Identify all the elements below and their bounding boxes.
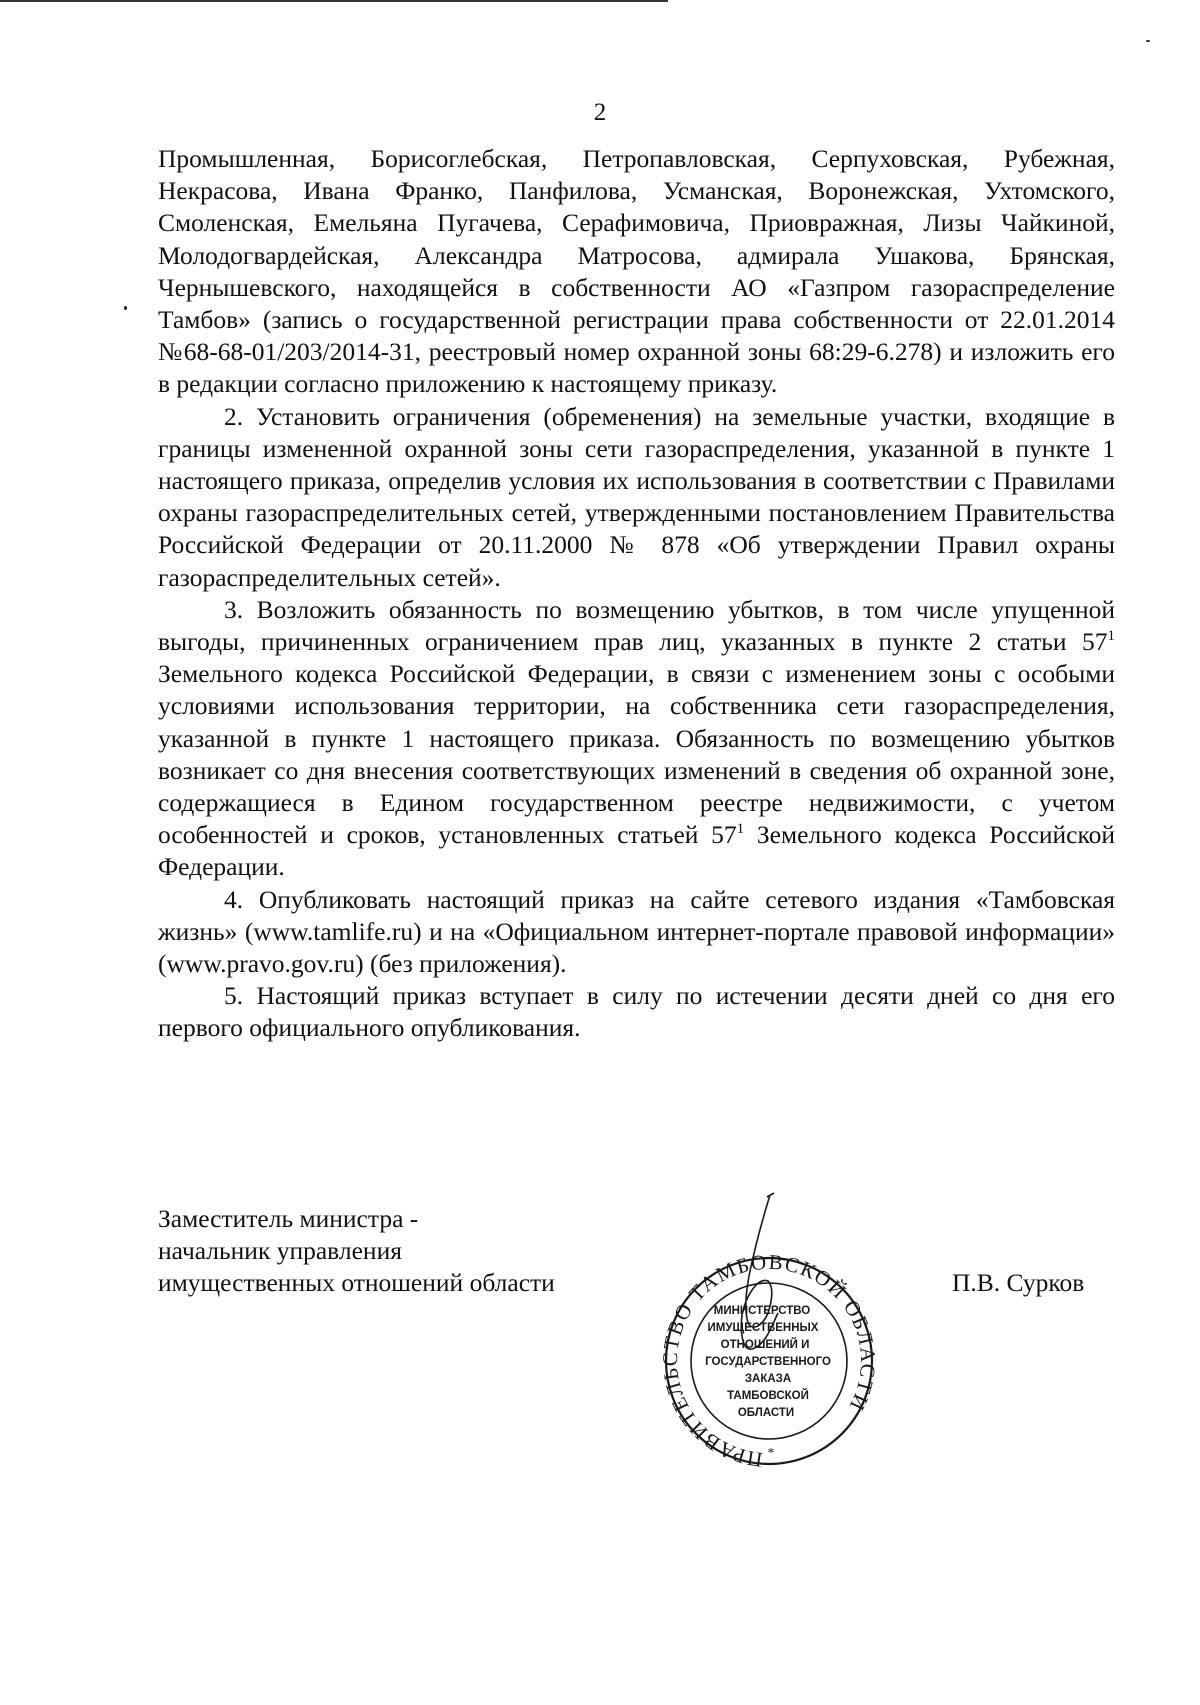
paragraph-5: 5. Настоящий приказ вступает в силу по истечении десяти дней со дня его первого официального опубликования.	[158, 981, 1115, 1043]
scan-speck	[1146, 40, 1150, 42]
signatory-title-line: Заместитель министра -	[158, 1204, 419, 1233]
seal-inner-line: ОТНОШЕНИЙ И	[720, 1339, 810, 1351]
paragraph-4: 4. Опубликовать настоящий приказ на сайте сетевого издания «Тамбовская жизнь» (www.tamlife.ru) и на «Официальном интернет-портале правовой информации» (www.pravo.gov.ru) (без приложения).	[158, 884, 1115, 979]
superscript-2: 1	[736, 821, 745, 838]
signatory-title-line: начальник управления	[158, 1236, 402, 1265]
paragraph-2: 2. Установить ограничения (обременения) на земельные участки, входящие в границы измененной охранной зоны сети газораспределения, указанной в пункте 1 настоящего приказа, определив условия их использования в соответствии с Правилами охраны газораспределительных сетей, утвержденными постановлением Правительства Российской Федерации от 20.11.2000 № 878 «Об утверждении Правил охраны газораспределительных сетей».	[158, 401, 1115, 592]
page-number: 2	[593, 99, 607, 126]
official-seal	[658, 1191, 880, 1486]
seal-inner-line: ОБЛАСТИ	[737, 1407, 795, 1419]
seal-inner-line: ИМУЩЕСТВЕННЫХ	[707, 1322, 819, 1334]
paragraph-1-continuation: Промышленная, Борисоглебская, Петропавловская, Серпуховская, Рубежная, Некрасова, Ивана Франко, Панфилова, Усманская, Воронежская, Ухтомского, Смоленская, Емельяна Пугачева, Серафимовича, Приовражная, Лизы Чайкиной, Молодогвардейская, Александра Матросова, адмирала Ушакова, Брянская, Чернышевского, находящейся в собственности АО «Газпром газораспределение Тамбов» (запись о государственной регистрации права собственности от 22.01.2014 №68-68-01/203/2014-31, реестровый номер охранной зоны 68:29-6.278) и изложить его в редакции согласно приложению к настоящему приказу.	[158, 144, 1115, 399]
paragraph-3-part-1: 3. Возложить обязанность по возмещению убытков, в том числе упущенной выгоды, причиненных ограничением прав лиц, указанных в пункте 2 статьи 57	[158, 594, 1115, 657]
paragraph-3-part-2: Земельного кодекса Российской Федерации, в связи с изменением зоны с особыми условиями использования территории, на собственника сети газораспределения, указанной в пункте 1 настоящего приказа. Обязанность по возмещению убытков возникает со дня внесения соответствующих изменений в сведения об охранной зоне, содержащиеся в Едином государственном реестре недвижимости, с учетом особенностей и сроков, установленных статьей 57	[158, 659, 1115, 850]
document-body	[158, 143, 1115, 1045]
paragraph-3-part-3: Земельного кодекса Российской Федерации.	[158, 820, 1115, 882]
signatory-title	[158, 1203, 555, 1299]
seal-inner-line: ТАМБОВСКОЙ	[727, 1390, 809, 1402]
seal-inner-line: ГОСУДАРСТВЕННОГО	[705, 1356, 831, 1368]
signatory-name: П.В. Сурков	[952, 1268, 1085, 1297]
seal-inner-line: ЗАКАЗА	[744, 1373, 792, 1385]
top-border-line	[0, 0, 668, 2]
superscript-1: 1	[1107, 628, 1115, 645]
signatory-title-line: имущественных отношений области	[158, 1268, 555, 1297]
seal-inner-line: МИНИСТЕРСТВО	[713, 1305, 811, 1317]
seal-star: *	[767, 1446, 775, 1461]
paragraph-3	[158, 594, 1115, 884]
seal-outer-text: ПРАВИТЕЛЬСТВО ТАМБОВСКОЙ ОБЛАСТИ	[658, 1249, 880, 1472]
scan-speck	[124, 306, 127, 310]
